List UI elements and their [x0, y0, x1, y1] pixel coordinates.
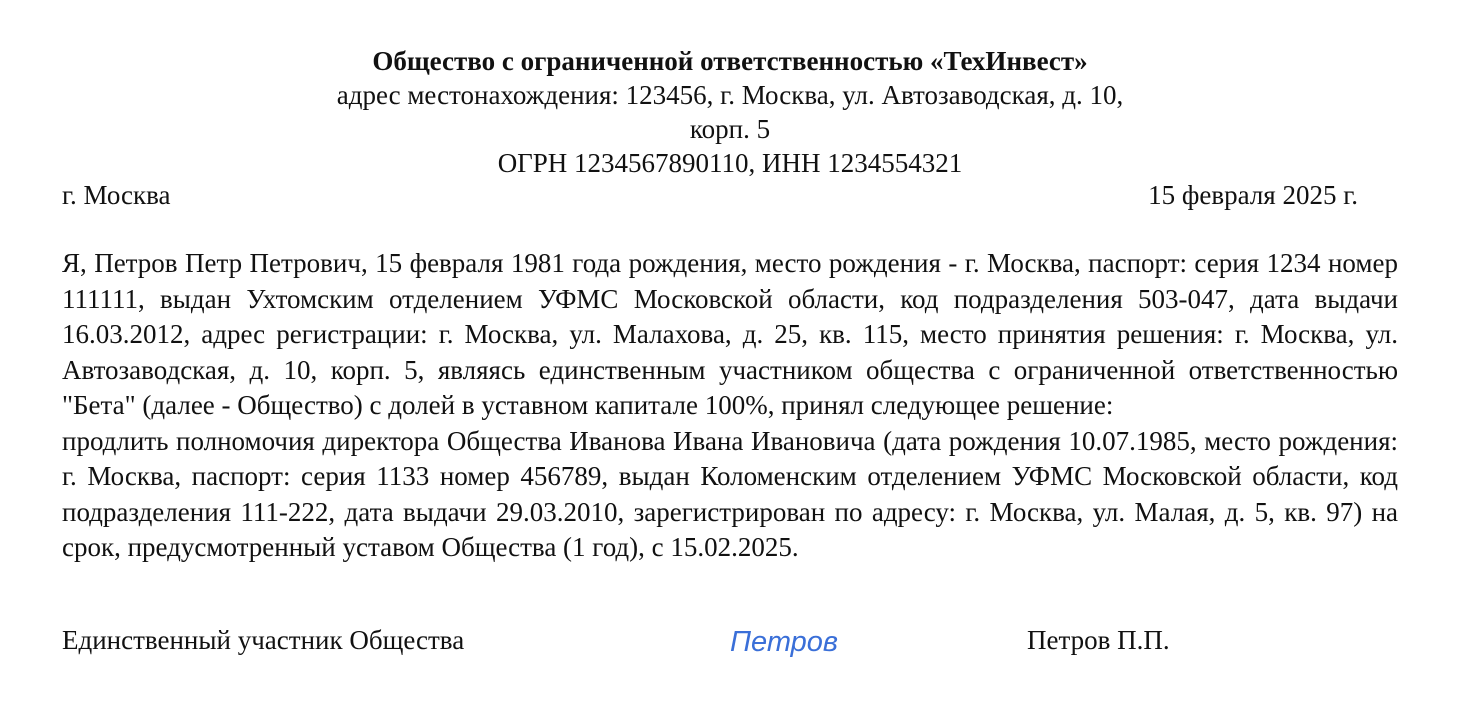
company-registration: ОГРН 1234567890110, ИНН 1234554321 [497, 148, 963, 178]
company-address-line2: корп. 5 [689, 114, 771, 144]
handwritten-signature: Петров [730, 626, 839, 658]
signatory-role: Единственный участник Общества [62, 625, 465, 655]
place-date-row [62, 178, 1358, 212]
company-name [0, 44, 1460, 78]
company-title: Общество с ограниченной ответственностью «ТехИнвест» [372, 46, 1088, 76]
signatory-name: Петров П.П. [1027, 625, 1170, 655]
signature-block [62, 622, 1362, 662]
place: г. Москва [62, 180, 171, 210]
decision-paragraph-intro: Я, Петров Петр Петрович, 15 февраля 1981 года рождения, место рождения - г. Москва, паспорт: серия 1234 номер 111111, выдан Ухтомским отделением УФМС Московской области, код подразделения 503-047, дата выдачи 16.03.2012, адрес регистрации: г. Москва, ул. Малахова, д. 25, кв. 115, место принятия решения: г. Москва, ул. Автозаводская, д. 10, корп. 5, являясь единственным участником общества с ограниченной ответственностью "Бета" (далее - Общество) с долей в уставном капитале 100%, принял следующее решение: [62, 248, 1398, 420]
decision-body [62, 246, 1398, 566]
company-address-line1: адрес местонахождения: 123456, г. Москва, ул. Автозаводская, д. 10, [336, 80, 1124, 110]
document-date: 15 февраля 2025 г. [1148, 180, 1358, 210]
decision-paragraph-resolution: продлить полномочия директора Общества Иванова Ивана Ивановича (дата рождения 10.07.1985, место рождения: г. Москва, паспорт: серия 1133 номер 456789, выдан Коломенским отделением УФМС Московской области, код подразделения 111-222, дата выдачи 29.03.2010, зарегистрирован по адресу: г. Москва, ул. Малая, д. 5, кв. 97) на срок, предусмотренный уставом Общества (1 год), с 15.02.2025. [62, 425, 1398, 562]
